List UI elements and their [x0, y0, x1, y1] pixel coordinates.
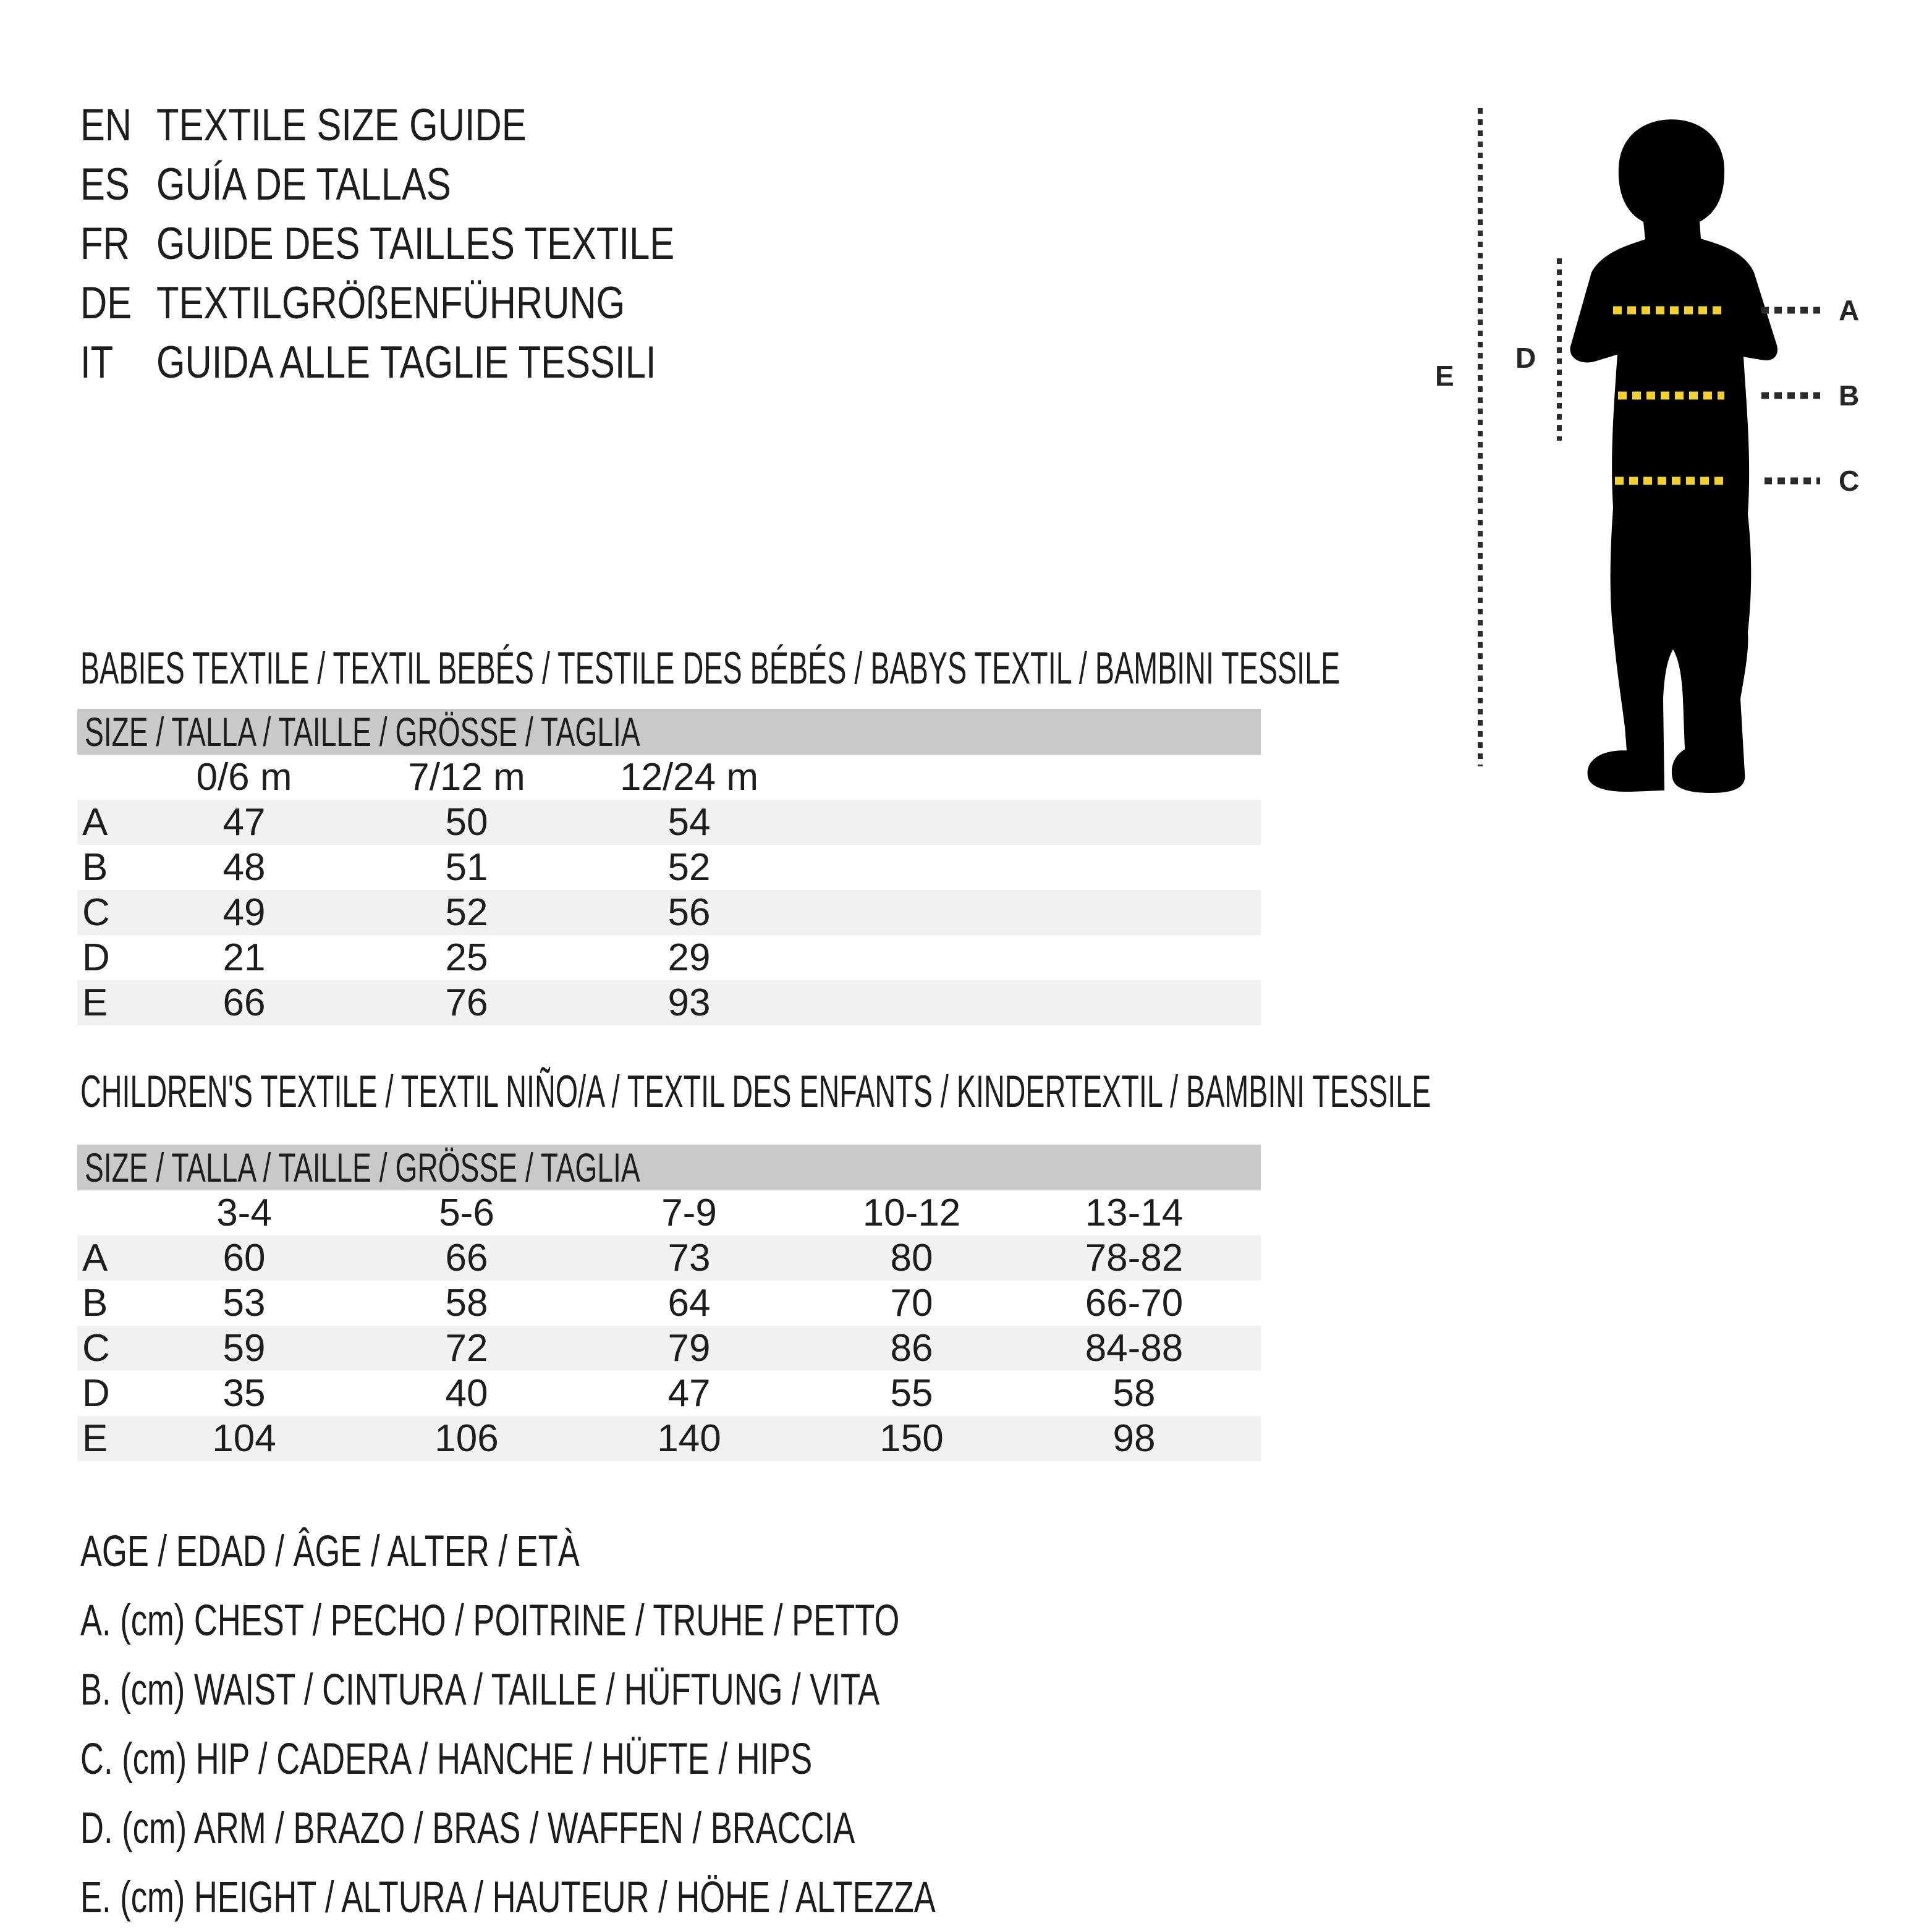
size-value: 66	[133, 980, 355, 1025]
size-value: 98	[1023, 1416, 1245, 1461]
size-value: 51	[445, 846, 488, 889]
size-value: 59	[133, 1326, 355, 1371]
guide-title: GUÍA DE TALLAS	[156, 159, 451, 210]
filler-cell	[800, 980, 1261, 1025]
legend-line	[80, 1725, 1162, 1794]
size-value: 50	[355, 800, 578, 845]
column-header: 7/12 m	[408, 756, 525, 799]
corner-cell	[77, 755, 133, 800]
babies-section-title-text: BABIES TEXTILE / TEXTIL BEBÉS / TESTILE DES BÉBÉS / BABYS TEXTIL / BAMBINI TESSILE	[80, 643, 1341, 693]
size-value: 55	[890, 1372, 933, 1415]
table-row	[77, 890, 1261, 935]
row-label: C	[77, 890, 133, 935]
language-code: FR	[80, 219, 130, 269]
row-label: E	[77, 1416, 133, 1461]
column-header: 0/6 m	[196, 756, 292, 799]
children-size-table	[77, 1145, 1261, 1461]
size-value: 48	[222, 846, 266, 889]
column-header: 10-12	[862, 1192, 961, 1234]
child-silhouette-graphic	[1409, 87, 1879, 810]
language-code: IT	[80, 337, 114, 388]
language-code: ES	[80, 159, 130, 210]
legend-hip: C. (cm) HIP / CADERA / HANCHE / HÜFTE / HIPS	[80, 1735, 813, 1784]
column-header: 12/24 m	[619, 756, 759, 799]
table-row	[77, 845, 1261, 890]
size-table	[77, 1190, 1261, 1461]
filler-cell	[1245, 1326, 1261, 1371]
column-header-row	[77, 1190, 1261, 1235]
size-value: 66-70	[1085, 1282, 1184, 1324]
babies-section-title	[80, 641, 1932, 697]
size-value: 79	[578, 1326, 800, 1371]
language-row	[80, 155, 1193, 214]
column-header-row	[77, 755, 1261, 800]
size-value: 72	[355, 1326, 578, 1371]
filler-cell	[1245, 1416, 1261, 1461]
figure-label-hip: C	[1839, 465, 1860, 497]
size-value: 21	[222, 936, 266, 979]
row-label: A	[77, 1235, 133, 1281]
figure-label-arm: D	[1515, 342, 1536, 374]
size-value: 53	[222, 1282, 266, 1324]
guide-title: TEXTILGRÖßENFÜHRUNG	[156, 278, 625, 328]
language-row	[80, 214, 1193, 274]
size-value: 86	[800, 1326, 1023, 1371]
language-row	[80, 333, 1193, 392]
filler-cell	[1245, 1190, 1261, 1235]
row-label: D	[82, 1372, 110, 1415]
language-row	[80, 274, 1193, 333]
size-value: 29	[667, 936, 711, 979]
size-value: 54	[578, 800, 800, 845]
language-title-list	[80, 96, 1193, 392]
filler-cell	[800, 935, 1261, 980]
size-value: 70	[890, 1282, 933, 1324]
table-row	[77, 1281, 1261, 1326]
row-label: C	[77, 1326, 133, 1371]
size-value: 66	[355, 1235, 578, 1281]
legend-line	[80, 1517, 1162, 1587]
size-table	[77, 755, 1261, 1025]
size-value: 76	[355, 980, 578, 1025]
legend-line	[80, 1587, 1162, 1656]
size-value: 40	[445, 1372, 488, 1415]
column-header: 7-9	[661, 1192, 717, 1234]
legend-waist: B. (cm) WAIST / CINTURA / TAILLE / HÜFTUNG / VITA	[80, 1666, 880, 1714]
guide-title: GUIDE DES TAILLES TEXTILE	[156, 219, 675, 269]
row-label: E	[77, 980, 133, 1025]
table-header-band	[77, 1145, 1261, 1190]
size-value: 78-82	[1023, 1235, 1245, 1281]
size-value: 80	[800, 1235, 1023, 1281]
table-row	[77, 800, 1261, 845]
language-code: DE	[80, 278, 132, 328]
figure-label-chest: A	[1839, 294, 1860, 326]
table-header-band	[77, 709, 1261, 755]
legend-arm: D. (cm) ARM / BRAZO / BRAS / WAFFEN / BRACCIA	[80, 1804, 855, 1853]
filler-cell	[800, 755, 1261, 800]
size-value: 84-88	[1023, 1326, 1245, 1371]
legend-age: AGE / EDAD / ÂGE / ALTER / ETÀ	[80, 1527, 580, 1576]
size-value: 140	[578, 1416, 800, 1461]
table-row	[77, 935, 1261, 980]
table-row	[77, 1235, 1261, 1281]
size-value: 56	[578, 890, 800, 935]
filler-cell	[1245, 1235, 1261, 1281]
size-value: 93	[578, 980, 800, 1025]
children-section-title	[80, 1064, 1932, 1120]
size-value: 106	[355, 1416, 578, 1461]
table-row	[77, 1371, 1261, 1416]
size-value: 58	[1112, 1372, 1156, 1415]
babies-size-table	[77, 709, 1261, 1025]
size-value: 49	[133, 890, 355, 935]
size-value: 47	[133, 800, 355, 845]
size-value: 25	[445, 936, 488, 979]
column-header: 3-4	[216, 1192, 272, 1234]
table-row	[77, 980, 1261, 1025]
filler-cell	[800, 890, 1261, 935]
legend-height: E. (cm) HEIGHT / ALTURA / HAUTEUR / HÖHE / ALTEZZA	[80, 1873, 936, 1922]
size-value: 104	[133, 1416, 355, 1461]
legend-section	[80, 1517, 1162, 1932]
table-header-band-text: SIZE / TALLA / TAILLE / GRÖSSE / TAGLIA	[85, 1145, 640, 1190]
row-label: D	[82, 936, 110, 979]
filler-cell	[1245, 1281, 1261, 1326]
corner-cell	[77, 1190, 133, 1235]
filler-cell	[1245, 1371, 1261, 1416]
row-label: B	[82, 846, 108, 889]
legend-chest: A. (cm) CHEST / PECHO / POITRINE / TRUHE / PETTO	[80, 1596, 900, 1645]
row-label: B	[82, 1282, 108, 1324]
filler-cell	[800, 800, 1261, 845]
size-value: 47	[667, 1372, 711, 1415]
size-value: 52	[667, 846, 711, 889]
table-row	[77, 1326, 1261, 1371]
guide-title: TEXTILE SIZE GUIDE	[156, 100, 527, 150]
legend-line	[80, 1794, 1162, 1863]
size-value: 58	[445, 1282, 488, 1324]
size-value: 150	[800, 1416, 1023, 1461]
size-value: 52	[355, 890, 578, 935]
size-value: 60	[133, 1235, 355, 1281]
figure-label-waist: B	[1839, 379, 1860, 412]
column-header: 13-14	[1085, 1192, 1184, 1234]
filler-cell	[800, 845, 1261, 890]
size-value: 73	[578, 1235, 800, 1281]
table-header-band-text: SIZE / TALLA / TAILLE / GRÖSSE / TAGLIA	[85, 709, 640, 755]
language-code: EN	[80, 100, 132, 150]
row-label: A	[77, 800, 133, 845]
legend-line	[80, 1656, 1162, 1725]
language-row	[80, 96, 1193, 155]
size-value: 64	[667, 1282, 711, 1324]
measurement-figure	[1409, 87, 1879, 810]
children-section-title-text: CHILDREN'S TEXTILE / TEXTIL NIÑO/A / TEXTIL DES ENFANTS / KINDERTEXTIL / BAMBINI TESSILE	[80, 1067, 1431, 1117]
table-row	[77, 1416, 1261, 1461]
column-header: 5-6	[439, 1192, 494, 1234]
size-value: 35	[222, 1372, 266, 1415]
figure-label-height: E	[1435, 360, 1454, 392]
guide-title: GUIDA ALLE TAGLIE TESSILI	[156, 337, 656, 388]
legend-line	[80, 1863, 1162, 1932]
